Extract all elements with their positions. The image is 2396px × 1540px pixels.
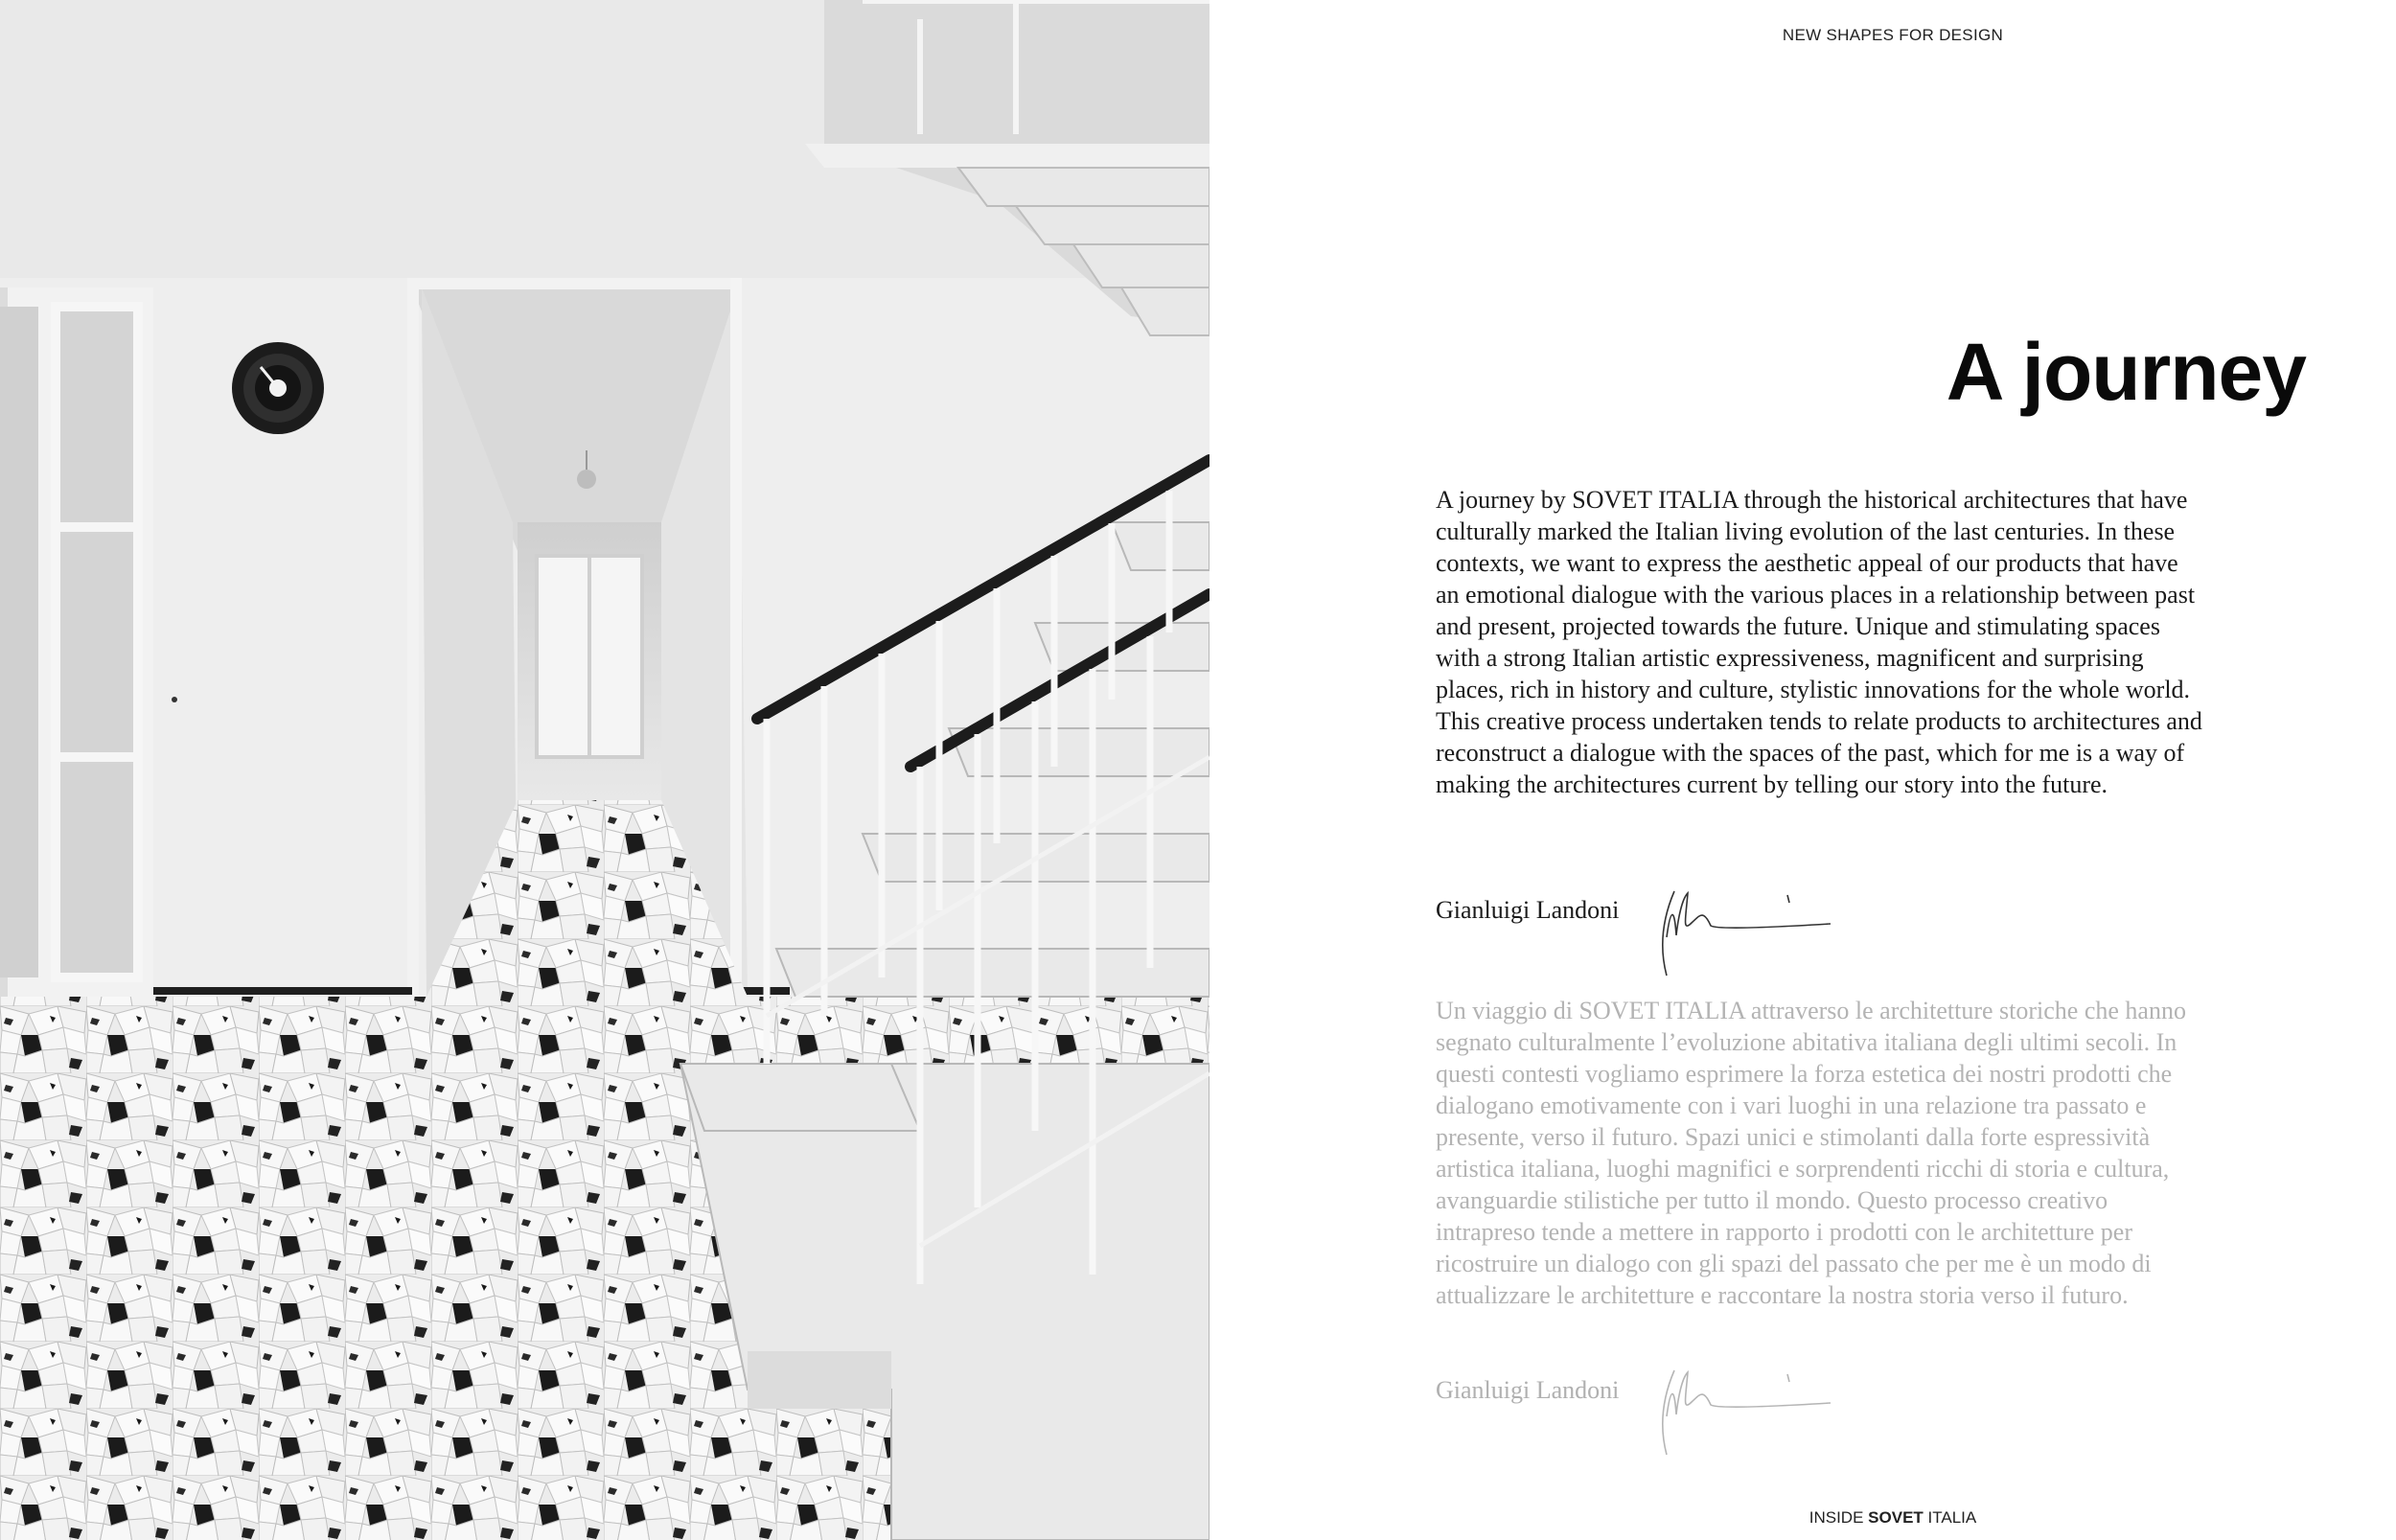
footer-brand: SOVET xyxy=(1868,1508,1924,1527)
signature-name-english: Gianluigi Landoni xyxy=(1436,896,1620,924)
handwritten-signature-english xyxy=(1653,880,1845,985)
page-title: A journey xyxy=(1946,327,2306,417)
running-footer xyxy=(1687,1508,2099,1528)
running-header: NEW SHAPES FOR DESIGN xyxy=(1782,26,2004,44)
signature-name-italian: Gianluigi Landoni xyxy=(1436,1376,1620,1404)
body-text-italian: Un viaggio di SOVET ITALIA attraverso le architetture storiche che hanno segnato culturalmente l’evoluzione abitativa italiana degli ultimi secoli. In questi contesti vogliamo esprimere la forza estetica dei nostri prodotti che dialogano emotivamente con i vari luoghi in una relazione tra passato e presente, verso il futuro. Spazi unici e stimolanti dalla forte espressività artistica italiana, luoghi magnifici e sorprendenti ricchi di storia e cultura, avanguardie stilistiche per tutto il mondo. Questo processo creativo intrapreso tende a mettere in rapporto i prodotti con le architetture per ricostruire un dialogo con gli spazi del passato che per me è un modo di attualizzare le architetture e raccontare la nostra storia verso il futuro. xyxy=(1436,997,2186,1309)
footer-suffix: ITALIA xyxy=(1927,1508,1977,1527)
body-text-english: A journey by SOVET ITALIA through the historical architectures that have culturally marked the Italian living evolution of the last centuries. In these contexts, we want to express the aesthetic appeal of our products that have an emotional dialogue with the various places in a relationship between past and present, projected towards the future. Unique and stimulating spaces with a strong Italian artistic expressiveness, magnificent and surprising places, rich in history and culture, stylistic innovations for the whole world. This creative process undertaken tends to relate products to architectures and reconstruct a dialogue with the spaces of the past, which for me is a way of making the architectures current by telling our story into the future. xyxy=(1436,486,2202,798)
handwritten-signature-italian xyxy=(1653,1359,1845,1464)
footer-prefix: INSIDE xyxy=(1809,1508,1864,1527)
